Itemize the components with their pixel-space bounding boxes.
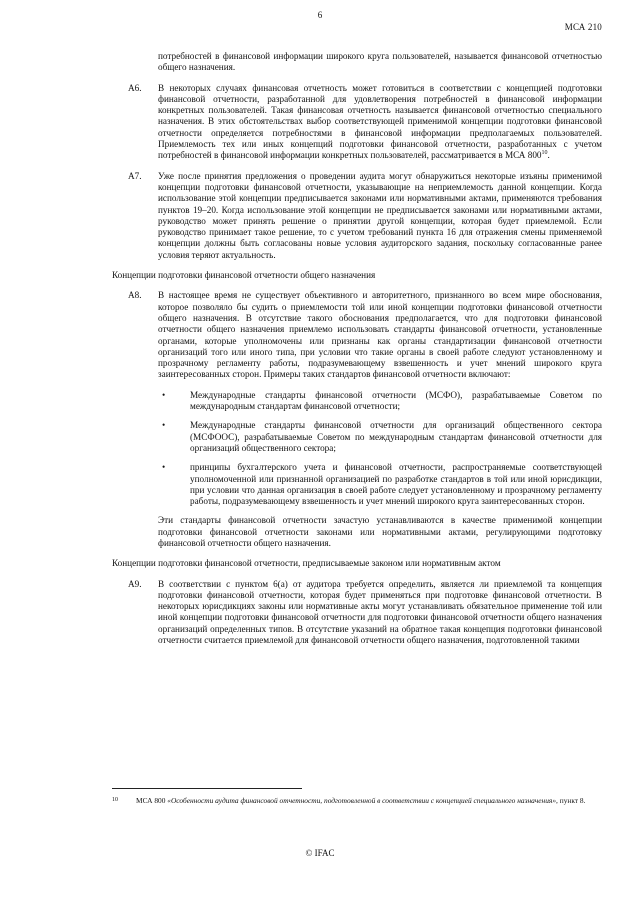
bullet-icon: • [162, 462, 166, 473]
paragraph-a6 [112, 83, 602, 162]
paragraph-label: А7. [128, 170, 142, 181]
list-item [112, 420, 602, 454]
list-item-text: Международные стандарты финансовой отчетности (МСФО), разрабатываемые Советом по международным стандартам финансовой отчетности; [190, 389, 602, 412]
paragraph-text: В соответствии с пунктом 6(а) от аудитора требуется определить, является ли приемлемой та концепция подготовки финансовой отчетности, которая будет применяться при подготовке финансовой отчетности. В некоторых юрисдикциях законы или нормативные акты могут устанавливать обязательное применение той или иной концепции подготовки финансовой отчетности для подготовки финансовой отчетности общего назначения организаций определенных типов. В отсутствие указаний на обратное такая концепция подготовки финансовой отчетности считается приемлемой для финансовой отчетности общего назначения, подготовленной такими [158, 578, 602, 646]
bullet-icon: • [162, 389, 166, 400]
document-body [112, 51, 602, 655]
paragraph-label: А9. [128, 578, 142, 589]
footnote-divider [112, 788, 302, 789]
paragraph-a7 [112, 171, 602, 261]
subheading-general-purpose: Концепции подготовки финансовой отчетности общего назначения [112, 270, 376, 281]
footnote [112, 796, 604, 806]
paragraph-label: А8. [128, 290, 142, 301]
paragraph-text: В некоторых случаях финансовая отчетность может готовиться в соответствии с концепцией подготовки финансовой отчетности, разработанной для удовлетворения потребностей в финансовой информации конкретных пользователей. Такая финансовая отчетность называется финансовой отчетностью специального назначения. В этих обстоятельствах выбор соответствующей применимой концепции подготовки финансовой отчетности определяется потребностями в финансовой информации предполагаемых пользователей. Приемлемость тех или иных концепций подготовки финансовой отчетности, разработанных с учетом потребностей в финансовой информации конкретных пользователей, рассматривается в МСА 800 [158, 82, 602, 161]
standard-code: МСА 210 [564, 22, 602, 32]
paragraph-text: В настоящее время не существует объективного и авторитетного, признанного во всем мире обоснования, которое позволяло бы судить о приемлемости той или иной концепции подготовки финансовой отчетности общего назначения. В отсутствие такого обоснования предполагается, что для подготовки финансовой отчетности общего назначения приемлемо использовать стандарты финансовой отчетности, установленные органами, которые уполномочены или признаны как органы стандартизации финансовой отчетности организаций того или иного типа, при условии что такие органы в своей работе следуют установленному и прозрачному регламенту работы, подразумевающему взвешенность и учет мнений широкого круга заинтересованных сторон. Примеры таких стандартов финансовой отчетности включают: [158, 290, 602, 380]
paragraph-text: Уже после принятия предложения о проведении аудита могут обнаружиться некоторые изъяны применимой концепции подготовки финансовой отчетности, указывающие на неприемлемость данной концепции. Когда использование этой концепции предписывается законами или нормативными актами, применяются требования пунктов 19–20. Когда использование этой концепции не предписывается законами или нормативными актами, руководство может принять решение о принятии другой концепции, которая будет приемлемой. Если руководство принимает такое решение, то с учетом требований пункта 16 для отражения смены применяемой концепции должны быть согласованы новые условия аудиторского задания, поскольку согласованные ранее условия теряют актуальность. [158, 170, 602, 260]
paragraph-a8-continuation: Эти стандарты финансовой отчетности зачастую устанавливаются в качестве применимой концепции подготовки финансовой отчетности законами или нормативными актами, регулирующими подготовку финансовой отчетности общего назначения. [158, 515, 602, 548]
list-item-text: принципы бухгалтерского учета и финансовой отчетности, распространяемые соответствующей уполномоченной или признанной организацией по разработке стандартов в той или иной юрисдикции, при условии что данная организация в своей работе следует установленному и прозрачному регламенту работы, подразумевающему взвешенность и учет мнений широкого круга заинтересованных сторон. [190, 462, 602, 507]
paragraph-a9 [112, 579, 602, 647]
list-item [112, 462, 602, 507]
page-number: 6 [317, 10, 323, 20]
list-item [112, 390, 602, 413]
footnote-ref: 10 [541, 150, 548, 157]
paragraph-label: А6. [128, 82, 142, 93]
footnote-suffix: , пункт 8. [556, 796, 586, 805]
bullet-icon: • [162, 420, 166, 431]
footnote-prefix: МСА 800 [136, 796, 168, 805]
copyright-footer: © IFAC [305, 848, 335, 858]
paragraph-end: . [547, 150, 550, 161]
paragraph-a8 [112, 290, 602, 380]
footnote-title: «Особенности аудита финансовой отчетности, подготовленной в соответствии с концепцией специального назначения» [167, 796, 557, 805]
footnote-number: 10 [112, 797, 118, 803]
paragraph-continuation: потребностей в финансовой информации широкого круга пользователей, называется финансовой отчетностью общего назначения. [158, 51, 602, 73]
list-item-text: Международные стандарты финансовой отчетности для организаций общественного сектора (МСФООС), разрабатываемые Советом по международным стандартам финансовой отчетности для организаций общественного сектора; [190, 420, 602, 453]
footnote-text [112, 796, 604, 806]
subheading-prescribed-by-law: Концепции подготовки финансовой отчетности, предписываемые законом или нормативным актом [112, 558, 501, 569]
